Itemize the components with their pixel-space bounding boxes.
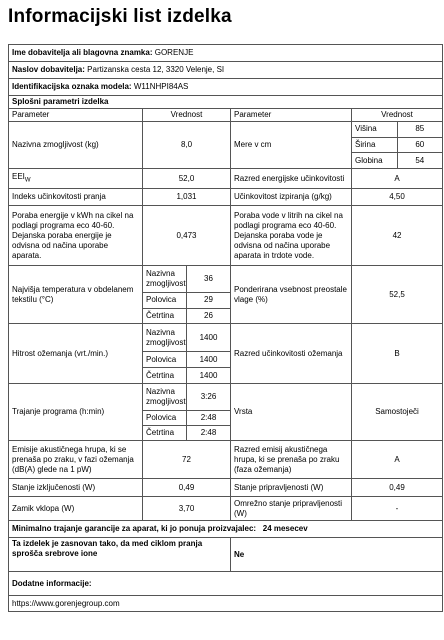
model-row: Identifikacijska oznaka modela: W11NHPI84AS [9, 79, 443, 96]
noise-class-label: Razred emisij akustičnega hrupa, ki se prenaša po zraku (faza ožemanja) [231, 441, 352, 479]
max-temp-label: Najvišja temperatura v obdelanem tekstilu (°C) [9, 266, 143, 324]
rated-capacity-label: Nazivna zmogljivost [143, 384, 187, 410]
quarter-label: Četrtina [143, 368, 187, 383]
delay-start-label: Zamik vklopa (W) [9, 497, 143, 521]
depth-value: 54 [415, 155, 425, 165]
max-temp-half: 29 [187, 293, 231, 308]
silver-ions-label: Ta izdelek je zasnovan tako, da med ciklom pranja sprošča srebrove ione [9, 538, 231, 572]
eei-value: 52,0 [143, 169, 231, 189]
dimensions-values [352, 122, 443, 169]
depth-label: Globina [352, 153, 397, 168]
moisture-value: 52,5 [352, 266, 443, 324]
type-label: Vrsta [231, 384, 352, 441]
rinsing-value: 4,50 [352, 189, 443, 206]
spin-speed-half: 1400 [187, 352, 231, 368]
header-value-left: Vrednost [143, 109, 231, 122]
noise-class-value: A [352, 441, 443, 479]
height-label: Višina [352, 122, 397, 137]
half-label: Polovica [143, 410, 187, 425]
duration-full: 3:26 [187, 384, 231, 410]
half-label: Polovica [143, 293, 187, 308]
max-temp-quarter: 26 [204, 310, 213, 320]
supplier-row: Ime dobavitelja ali blagovna znamka: GORENJE [9, 45, 443, 62]
off-mode-value: 0,49 [143, 479, 231, 497]
additional-info-label: Dodatne informacije: [9, 572, 443, 596]
rated-capacity-label: Nazivna zmogljivost [143, 324, 187, 352]
off-mode-label: Stanje izključenosti (W) [9, 479, 143, 497]
energy-class-label: Razred energijske učinkovitosti [231, 169, 352, 189]
spec-table [8, 44, 443, 612]
washing-index-label: Indeks učinkovitosti pranja [9, 189, 143, 206]
moisture-label: Ponderirana vsebnost preostale vlage (%) [231, 266, 352, 324]
address-row: Naslov dobavitelja: Partizanska cesta 12, 3320 Velenje, SI [9, 62, 443, 79]
page-title: Informacijski list izdelka [8, 6, 232, 27]
quarter-label: Četrtina [143, 308, 187, 323]
width-label: Širina [352, 137, 397, 153]
width-value: 60 [397, 137, 442, 153]
spin-class-value: B [352, 324, 443, 384]
energy-class-value: A [352, 169, 443, 189]
networked-standby-value: - [352, 497, 443, 521]
capacity-label: Nazivna zmogljivost (kg) [9, 122, 143, 169]
programme-duration-label: Trajanje programa (h:min) [9, 384, 143, 441]
website-url: https://www.gorenjegroup.com [9, 596, 443, 612]
max-temp-full: 36 [187, 266, 231, 293]
header-parameter-right: Parameter [231, 109, 352, 122]
networked-standby-label: Omrežno stanje pripravljenosti (W) [231, 497, 352, 521]
spin-class-label: Razred učinkovitosti ožemanja [231, 324, 352, 384]
programme-duration-values [143, 384, 231, 441]
noise-value: 72 [143, 441, 231, 479]
spin-speed-full: 1400 [187, 324, 231, 352]
quarter-label: Četrtina [143, 425, 187, 440]
water-consumption-label: Poraba vode v litrih na cikel na podlagi programa eco 40-60. Dejanska poraba vode je odvisna od načina uporabe aparata in trdote vode. [231, 206, 352, 266]
standby-value: 0,49 [352, 479, 443, 497]
delay-start-value: 3,70 [143, 497, 231, 521]
noise-label: Emisije akustičnega hrupa, ki se prenaša po zraku, v fazi ožemanja (dB(A) glede na 1 pW) [9, 441, 143, 479]
rated-capacity-label: Nazivna zmogljivost [143, 266, 187, 293]
spin-speed-quarter: 1400 [199, 370, 218, 380]
energy-consumption-value: 0,473 [143, 206, 231, 266]
spin-speed-values [143, 324, 231, 384]
guarantee-row: Minimalno trajanje garancije za aparat, ki jo ponuja proizvajalec: 24 mesecev [9, 521, 443, 538]
capacity-value: 8,0 [143, 122, 231, 169]
energy-consumption-label: Poraba energije v kWh na cikel na podlagi programa eco 40-60. Dejanska poraba energije je odvisna od načina uporabe aparata. [9, 206, 143, 266]
max-temp-values [143, 266, 231, 324]
header-parameter-left: Parameter [9, 109, 143, 122]
type-value: Samostoječi [352, 384, 443, 441]
header-value-right: Vrednost [352, 109, 443, 122]
section-header: Splošni parametri izdelka [9, 96, 443, 109]
rinsing-label: Učinkovitost izpiranja (g/kg) [231, 189, 352, 206]
duration-half: 2:48 [187, 410, 231, 425]
height-value: 85 [397, 122, 442, 137]
standby-label: Stanje pripravljenosti (W) [231, 479, 352, 497]
silver-ions-value: Ne [231, 538, 443, 572]
dimensions-label: Mere v cm [231, 122, 352, 169]
eei-label: $EEI_W$ [9, 169, 143, 189]
half-label: Polovica [143, 352, 187, 368]
water-consumption-value: 42 [352, 206, 443, 266]
spin-speed-label: Hitrost ožemanja (vrt./min.) [9, 324, 143, 384]
washing-index-value: 1,031 [143, 189, 231, 206]
duration-quarter: 2:48 [200, 427, 217, 437]
